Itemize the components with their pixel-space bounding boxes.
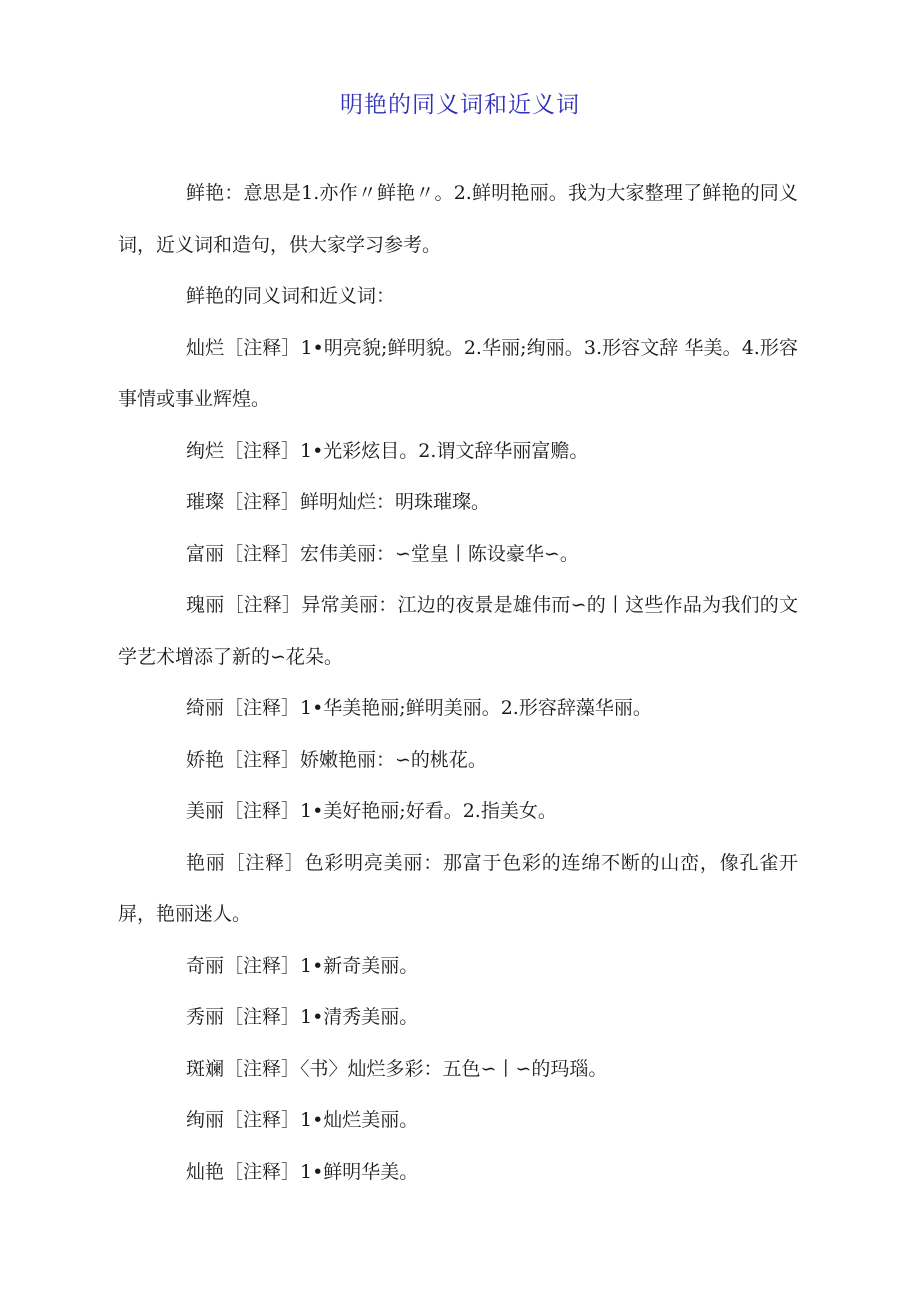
paragraph-intro: 鲜艳：意思是1.亦作〃鲜艳〃。2.鲜明艳丽。我为大家整理了鲜艳的同义词，近义词和造句，供大家学习参考。 <box>118 182 798 256</box>
page-title: 明艳的同义词和近义词 <box>340 92 580 118</box>
entry-xuanli: 绚丽［注释］1•灿烂美丽。 <box>186 1109 419 1131</box>
entry-fuli: 富丽［注释］宏伟美丽：∽堂皇丨陈设豪华∽。 <box>186 542 579 565</box>
entry-canyan: 灿艳［注释］1•鲜明华美。 <box>186 1160 419 1183</box>
entry-canlan: 灿烂［注释］1•明亮貌;鲜明貌。2.华丽;绚丽。3.形容文辞 华美。4.形容事情或事业辉煌。 <box>118 336 798 410</box>
entry-qili-novel: 奇丽［注释］1•新奇美丽。 <box>186 954 419 977</box>
entry-xuanlan: 绚烂［注释］1•光彩炫目。2.谓文辞华丽富赡。 <box>186 439 589 462</box>
entry-cuican: 璀璨［注释］鲜明灿烂：明珠璀璨。 <box>186 491 491 513</box>
entry-jiaoyan: 娇艳［注释］娇嫩艳丽：∽的桃花。 <box>186 748 487 771</box>
entry-meili: 美丽［注释］1•美好艳丽;好看。2.指美女。 <box>186 800 557 822</box>
paragraph-heading: 鲜艳的同义词和近义词： <box>186 285 396 307</box>
entry-guili: 瑰丽［注释］异常美丽：江边的夜景是雄伟而∽的丨这些作品为我们的文学艺术增添了新的∽花朵。 <box>118 594 798 668</box>
entry-xiuli: 秀丽［注释］1•清秀美丽。 <box>186 1006 419 1028</box>
entry-yanli: 艳丽［注释］色彩明亮美丽：那富于色彩的连绵不断的山峦，像孔雀开屏，艳丽迷人。 <box>118 851 798 925</box>
document-body <box>118 168 798 1198</box>
entry-qili-beautiful: 绮丽［注释］1•华美艳丽;鲜明美丽。2.形容辞藻华丽。 <box>186 697 652 719</box>
entry-banlan: 斑斓［注释］〈书〉灿烂多彩：五色∽丨∽的玛瑙。 <box>186 1057 608 1080</box>
